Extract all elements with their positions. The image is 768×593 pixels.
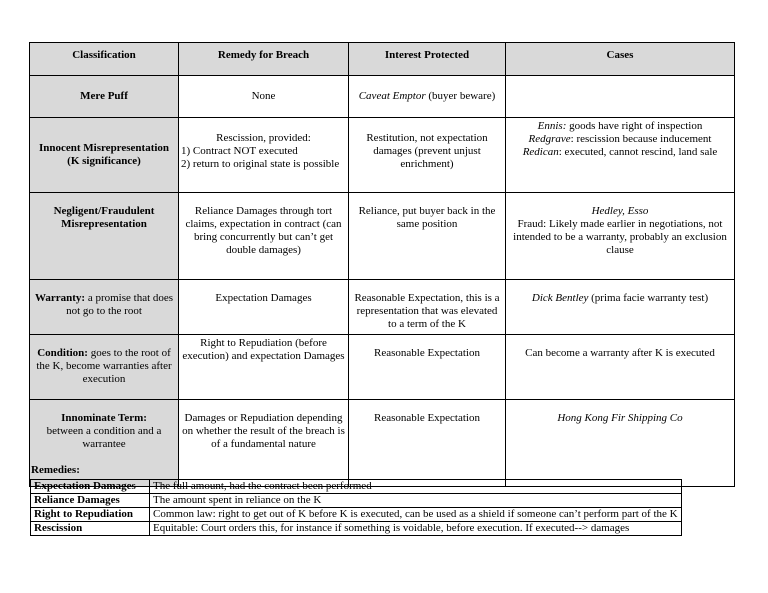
remedy-cell: Expectation Damages: [179, 280, 349, 335]
classification-term: Condition:: [37, 347, 88, 359]
case-line: [508, 133, 732, 146]
remedy-term: Reliance Damages: [31, 494, 150, 508]
classification-term: Innocent Misrepresentation (K significance): [38, 142, 170, 167]
remedy-line: 1) Contract NOT executed: [181, 145, 298, 157]
case-text: (prima facie warranty test): [588, 292, 709, 304]
case-name: Dick Bentley: [531, 292, 589, 304]
case-line: [508, 205, 732, 218]
cases-cell: [506, 280, 735, 335]
cases-cell: [506, 400, 735, 487]
header-remedy: Remedy for Breach: [179, 43, 349, 76]
case-name: Redican: [522, 146, 559, 158]
cases-cell: [506, 193, 735, 280]
remedy-cell: [179, 118, 349, 193]
table-row: [30, 400, 735, 487]
interest-italic: Caveat Emptor: [358, 90, 426, 102]
remedies-table: [30, 479, 682, 536]
interest-cell: Reasonable Expectation: [349, 335, 506, 400]
case-line: [508, 120, 732, 133]
remedy-cell: Right to Repudiation (before execution) and expectation Damages: [179, 335, 349, 400]
classification-text: between a condition and a warrantee: [46, 425, 162, 450]
interest-cell: Reasonable Expectation, this is a representation that was elevated to a term of the K: [349, 280, 506, 335]
remedy-term: Right to Repudiation: [31, 508, 150, 522]
header-classification: Classification: [30, 43, 179, 76]
header-row: [30, 43, 735, 76]
classification-term: Innominate Term:: [61, 412, 147, 424]
case-name: Ennis:: [537, 120, 567, 132]
interest-cell: Restitution, not expectation damages (prevent unjust enrichment): [349, 118, 506, 193]
case-name: Hong Kong Fir Shipping Co: [557, 412, 683, 424]
header-cases: Cases: [506, 43, 735, 76]
interest-cell: Reasonable Expectation: [349, 400, 506, 487]
remedy-cell: Damages or Repudiation depending on whether the result of the breach is of a fundamental nature: [179, 400, 349, 487]
classification-cell: [30, 193, 179, 280]
case-text: goods have right of inspection: [566, 120, 703, 132]
remedy-term: Expectation Damages: [31, 480, 150, 494]
case-line: [508, 146, 732, 159]
remedy-definition-row: [31, 508, 682, 522]
remedy-cell: None: [179, 76, 349, 118]
case-name: Redgrave: [528, 133, 571, 145]
classification-text: goes to the root of the K, become warranties after execution: [36, 347, 172, 385]
remedy-definition: The full amount, had the contract been performed: [150, 480, 682, 494]
remedy-definition: Equitable: Court orders this, for instance if something is voidable, before execution. If executed--> damages: [150, 522, 682, 536]
table-row: [30, 118, 735, 193]
case-line: Fraud: Likely made earlier in negotiations, not intended to be a warranty, probably an exclusion clause: [513, 218, 727, 256]
header-interest: Interest Protected: [349, 43, 506, 76]
classification-term: Warranty:: [34, 292, 86, 304]
interest-text: (buyer beware): [425, 90, 496, 102]
case-text: : rescission because inducement: [570, 133, 712, 145]
table-row: [30, 193, 735, 280]
classification-cell: [30, 280, 179, 335]
table-row: [30, 280, 735, 335]
remedy-definition-row: [31, 522, 682, 536]
classification-term: Negligent/Fraudulent Misrepresentation: [53, 205, 155, 230]
case-text: : executed, cannot rescind, land sale: [558, 146, 718, 158]
remedy-definition: Common law: right to get out of K before K is executed, can be used as a shield if someone can’t perform part of the K: [150, 508, 682, 522]
remedies-heading: Remedies:: [31, 464, 80, 476]
remedy-line: Rescission, provided:: [216, 132, 311, 144]
classification-term: Mere Puff: [80, 90, 128, 102]
cases-cell: Can become a warranty after K is executed: [506, 335, 735, 400]
remedy-definition-row: [31, 480, 682, 494]
table-row: [30, 76, 735, 118]
cases-cell: [506, 76, 735, 118]
interest-cell: Reliance, put buyer back in the same position: [349, 193, 506, 280]
cases-cell: [506, 118, 735, 193]
classification-cell: [30, 76, 179, 118]
remedy-definition: The amount spent in reliance on the K: [150, 494, 682, 508]
classification-table: [29, 42, 735, 487]
remedy-cell: Reliance Damages through tort claims, expectation in contract (can bring concurrently but can’t get double damages): [179, 193, 349, 280]
remedy-definition-row: [31, 494, 682, 508]
interest-cell: [349, 76, 506, 118]
case-name: Hedley, Esso: [591, 205, 649, 217]
classification-cell: [30, 335, 179, 400]
remedy-term: Rescission: [31, 522, 150, 536]
classification-text: a promise that does not go to the root: [66, 292, 174, 317]
classification-cell: [30, 118, 179, 193]
table-row: [30, 335, 735, 400]
remedy-line: 2) return to original state is possible: [181, 158, 340, 170]
